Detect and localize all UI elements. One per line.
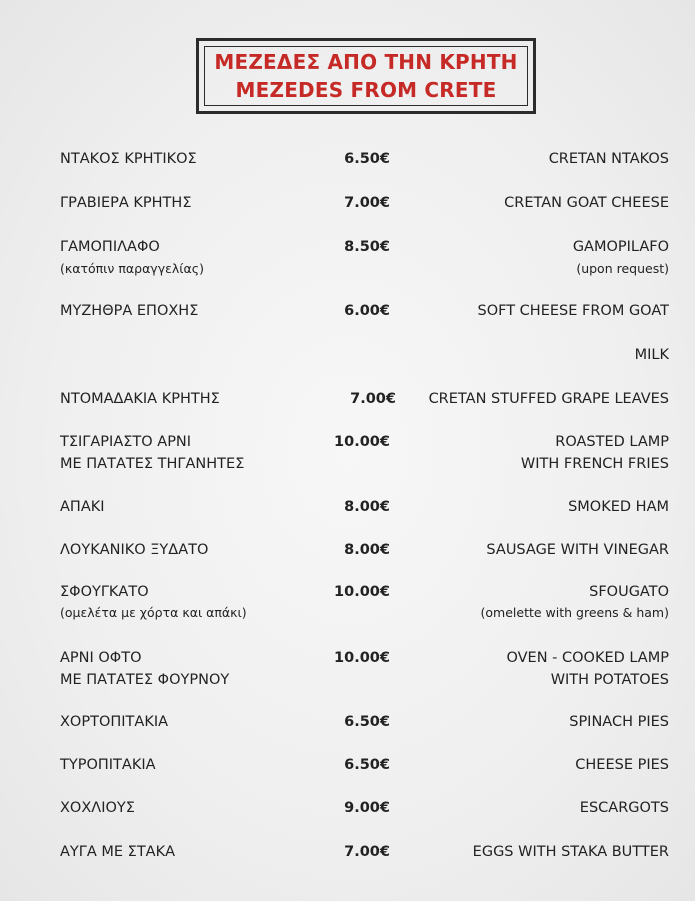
item-english-name: CHEESE PIES bbox=[575, 757, 669, 773]
item-price: 8.00€ bbox=[344, 542, 390, 558]
item-greek-name: ΓΑΜΟΠΙΛΑΦΟ bbox=[60, 239, 160, 255]
item-greek-note: (κατόπιν παραγγελίας) bbox=[60, 261, 204, 276]
item-english-note: (omelette with greens & ham) bbox=[480, 605, 669, 620]
item-price: 7.00€ bbox=[344, 195, 390, 211]
item-english-name: CRETAN STUFFED GRAPE LEAVES bbox=[428, 391, 669, 407]
item-price: 6.50€ bbox=[344, 151, 390, 167]
menu-title-english: MEZEDES FROM CRETE bbox=[235, 78, 497, 102]
item-greek-name: ΑΠΑΚΙ bbox=[60, 499, 105, 515]
item-price: 8.50€ bbox=[344, 239, 390, 255]
item-english-name: SOFT CHEESE FROM GOAT bbox=[477, 303, 669, 319]
item-greek-name: ΝΤΟΜΑΔΑΚΙΑ ΚΡΗΤΗΣ bbox=[60, 391, 220, 407]
item-greek-name: ΜΥΖΗΘΡΑ ΕΠΟΧΗΣ bbox=[60, 303, 199, 319]
item-price: 7.00€ bbox=[344, 844, 390, 860]
item-english-name: CRETAN NTAKOS bbox=[548, 151, 669, 167]
item-greek-name: ΤΥΡΟΠΙΤΑΚΙΑ bbox=[60, 757, 156, 773]
item-price: 10.00€ bbox=[334, 434, 390, 450]
item-english-note: (upon request) bbox=[576, 261, 669, 276]
item-price: 7.00€ bbox=[350, 391, 396, 407]
item-english-name: SFOUGATO bbox=[589, 584, 669, 600]
item-english-name-line2: WITH POTATOES bbox=[550, 672, 669, 688]
item-english-name: SMOKED HAM bbox=[568, 499, 669, 515]
menu-title-greek: ΜΕΖΕΔΕΣ ΑΠΟ ΤΗΝ ΚΡΗΤΗ bbox=[214, 50, 518, 74]
item-english-name-line2: MILK bbox=[634, 347, 669, 363]
item-english-name: OVEN - COOKED LAMP bbox=[506, 650, 669, 666]
item-greek-name: ΧΟΧΛΙΟΥΣ bbox=[60, 800, 135, 816]
item-english-name: ESCARGOTS bbox=[579, 800, 669, 816]
item-english-name-line2: WITH FRENCH FRIES bbox=[520, 456, 669, 472]
item-price: 10.00€ bbox=[334, 584, 390, 600]
item-english-name: SAUSAGE WITH VINEGAR bbox=[486, 542, 669, 558]
item-english-name: GAMOPILAFO bbox=[572, 239, 669, 255]
item-greek-name: ΧΟΡΤΟΠΙΤΑΚΙΑ bbox=[60, 714, 169, 730]
item-price: 6.50€ bbox=[344, 714, 390, 730]
item-greek-name: ΤΣΙΓΑΡΙΑΣΤΟ ΑΡΝΙ bbox=[60, 434, 192, 450]
item-greek-note: (ομελέτα με χόρτα και απάκι) bbox=[60, 605, 247, 620]
item-english-name: CRETAN GOAT CHEESE bbox=[504, 195, 669, 211]
item-english-name: EGGS WITH STAKA BUTTER bbox=[472, 844, 669, 860]
item-price: 10.00€ bbox=[334, 650, 390, 666]
item-greek-name-line2: ΜΕ ΠΑΤΑΤΕΣ ΦΟΥΡΝΟΥ bbox=[60, 672, 230, 688]
item-price: 9.00€ bbox=[344, 800, 390, 816]
item-greek-name: ΑΥΓΑ ΜΕ ΣΤΑΚΑ bbox=[60, 844, 176, 860]
item-greek-name: ΛΟΥΚΑΝΙΚΟ ΞΥΔΑΤΟ bbox=[60, 542, 209, 558]
item-greek-name-line2: ΜΕ ΠΑΤΑΤΕΣ ΤΗΓΑΝΗΤΕΣ bbox=[60, 456, 245, 472]
item-price: 8.00€ bbox=[344, 499, 390, 515]
item-price: 6.00€ bbox=[344, 303, 390, 319]
item-english-name: ROASTED LAMP bbox=[555, 434, 669, 450]
item-greek-name: ΝΤΑΚΟΣ ΚΡΗΤΙΚΟΣ bbox=[60, 151, 197, 167]
menu-title-box bbox=[196, 38, 536, 114]
item-price: 6.50€ bbox=[344, 757, 390, 773]
item-greek-name: ΓΡΑΒΙΕΡΑ ΚΡΗΤΗΣ bbox=[60, 195, 192, 211]
item-english-name: SPINACH PIES bbox=[569, 714, 669, 730]
item-greek-name: ΣΦΟΥΓΚΑΤΟ bbox=[60, 584, 149, 600]
item-greek-name: ΑΡΝΙ ΟΦΤΟ bbox=[60, 650, 142, 666]
